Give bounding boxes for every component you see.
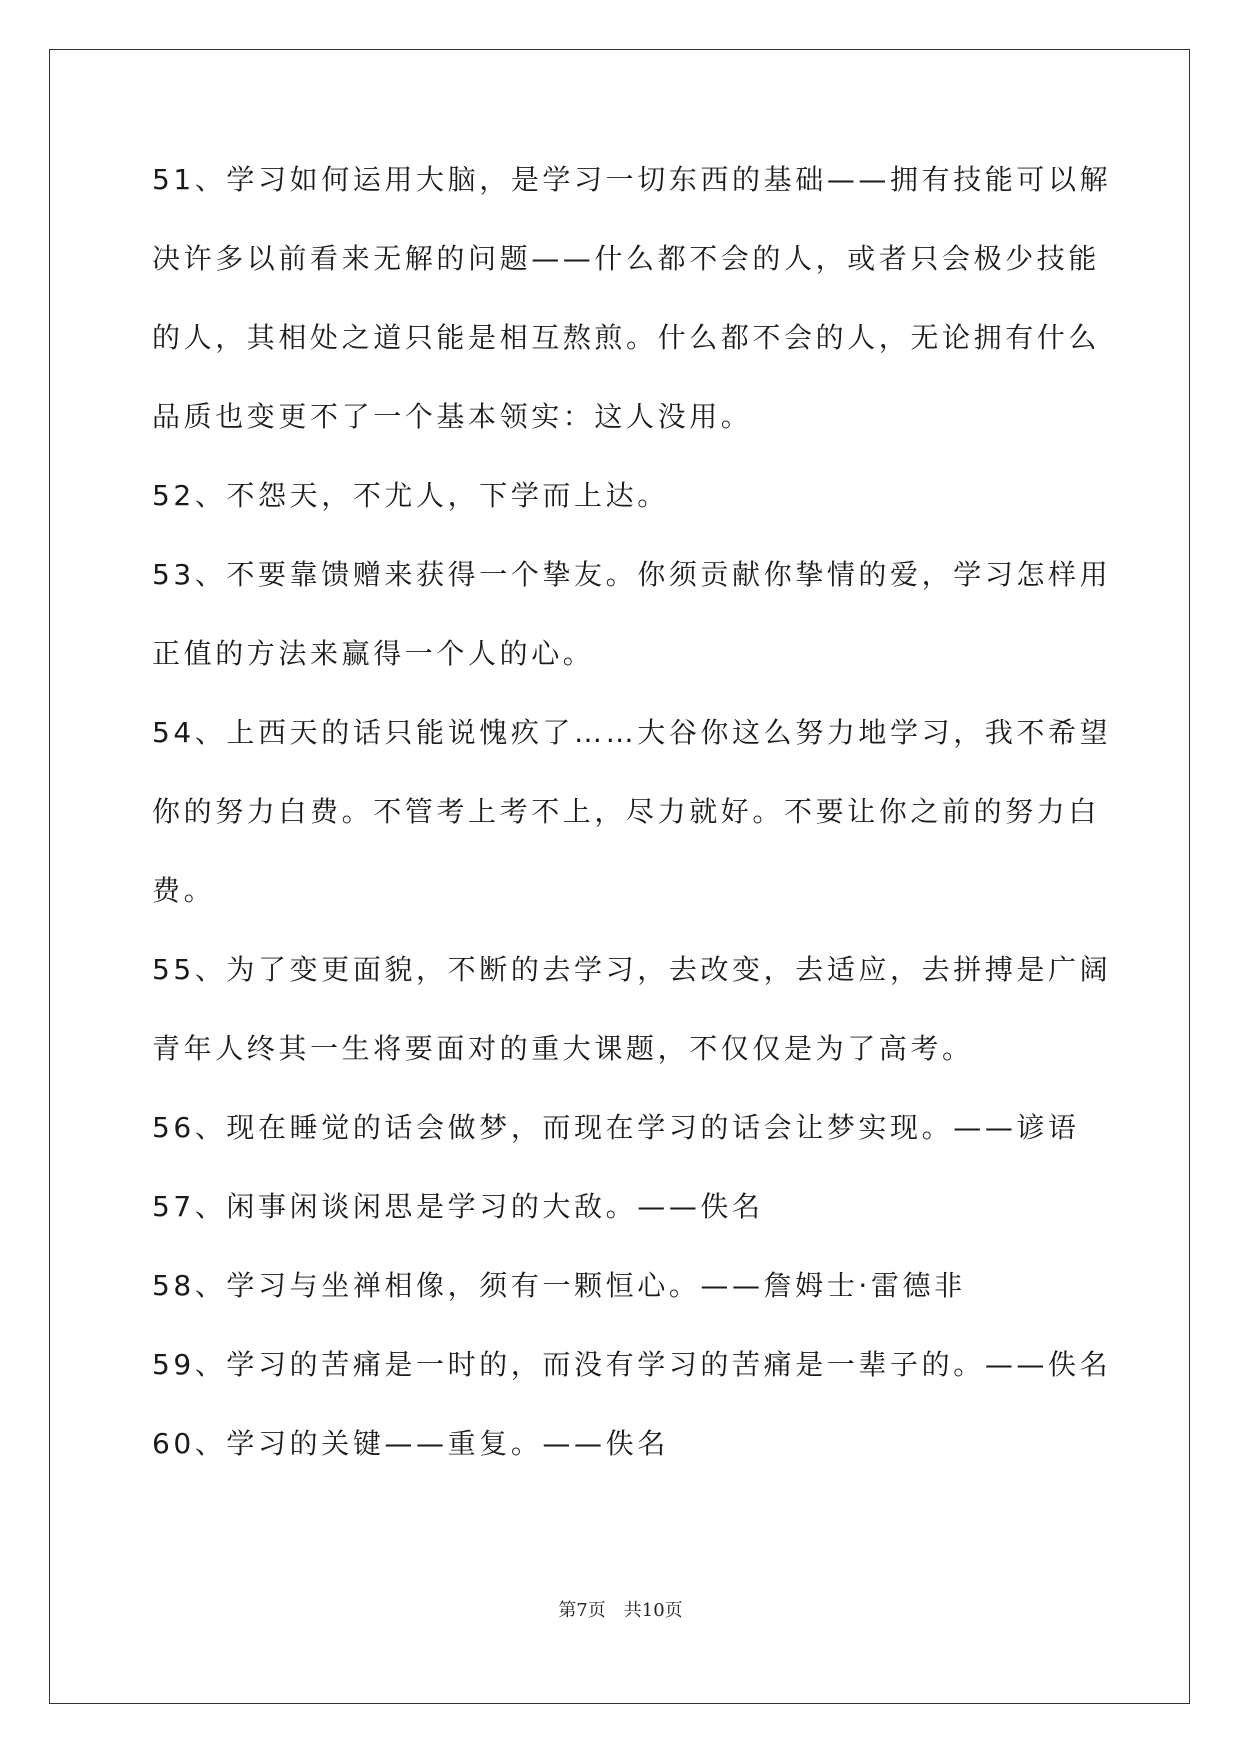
- text-line: 的人，其相处之道只能是相互熬煎。什么都不会的人，无论拥有什么: [152, 321, 1101, 354]
- text-line: 51、学习如何运用大脑，是学习一切东西的基础——拥有技能可以解: [152, 163, 1112, 196]
- text-line: 52、不怨天，不尤人，下学而上达。: [152, 479, 669, 512]
- text-line: 56、现在睡觉的话会做梦，而现在学习的话会让梦实现。——谚语: [152, 1111, 1080, 1144]
- text-line: 决许多以前看来无解的问题——什么都不会的人，或者只会极少技能: [152, 242, 1101, 275]
- text-line: 正值的方法来赢得一个人的心。: [152, 637, 595, 670]
- text-line: 55、为了变更面貌，不断的去学习，去改变，去适应，去拼搏是广阔: [152, 953, 1112, 986]
- text-line: 品质也变更不了一个基本领实：这人没用。: [152, 400, 753, 433]
- text-line: 费。: [152, 874, 216, 907]
- text-line: 54、上西天的话只能说愧疚了……大谷你这么努力地学习，我不希望: [152, 716, 1112, 749]
- text-line: 53、不要靠馈赠来获得一个挚友。你须贡献你挚情的爱，学习怎样用: [152, 558, 1112, 591]
- text-line: 60、学习的关键——重复。——佚名: [152, 1427, 669, 1460]
- text-line: 59、学习的苦痛是一时的，而没有学习的苦痛是一辈子的。——佚名: [152, 1348, 1112, 1381]
- page-number-footer: 第7页 共10页: [558, 1600, 683, 1621]
- text-line: 58、学习与坐禅相像，须有一颗恒心。——詹姆士·雷德非: [152, 1269, 966, 1302]
- text-line: 你的努力白费。不管考上考不上，尽力就好。不要让你之前的努力白: [152, 795, 1101, 828]
- text-line: 青年人终其一生将要面对的重大课题，不仅仅是为了高考。: [152, 1032, 974, 1065]
- text-line: 57、闲事闲谈闲思是学习的大敌。——佚名: [152, 1190, 764, 1223]
